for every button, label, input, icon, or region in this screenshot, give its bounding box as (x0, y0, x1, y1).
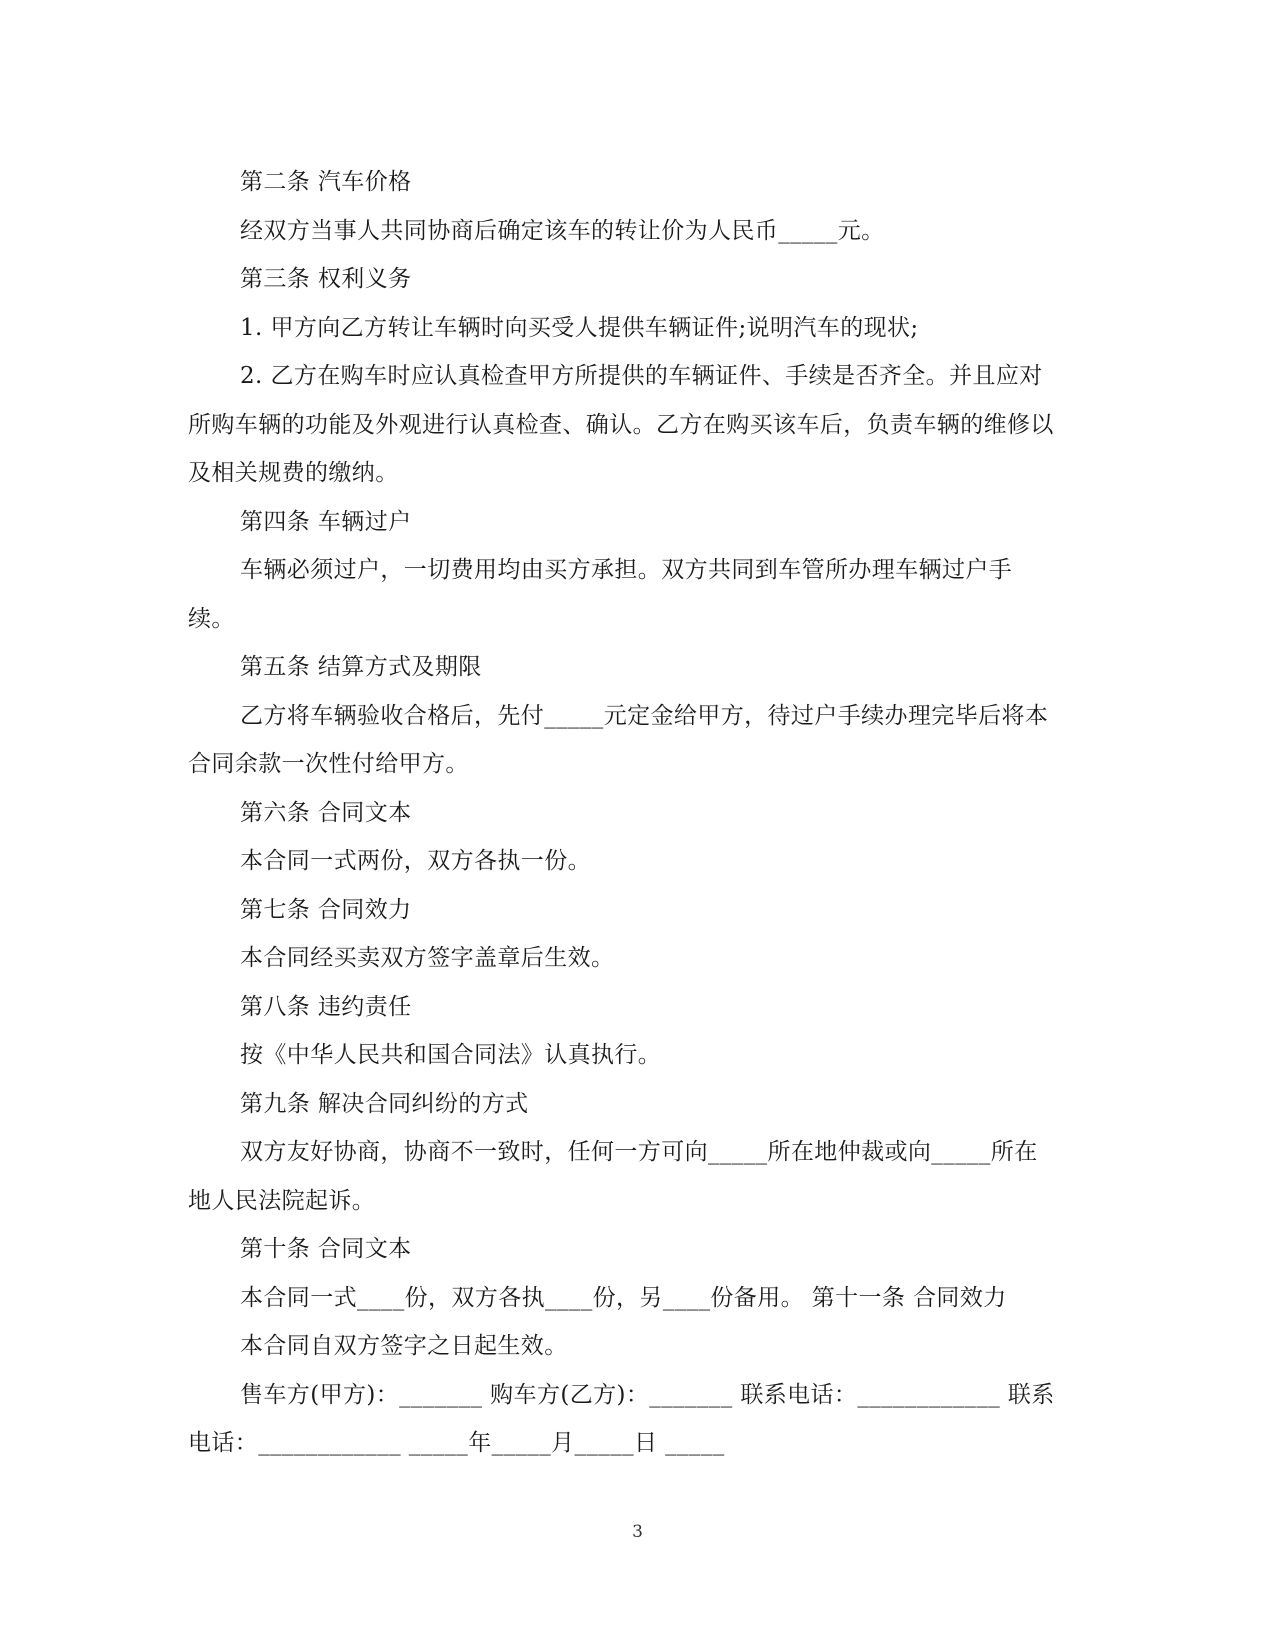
article-6-body: 本合同一式两份，双方各执一份。 (240, 848, 591, 874)
article-11-body: 本合同自双方签字之日起生效。 (240, 1333, 568, 1359)
article-9-heading: 第九条 解决合同纠纷的方式 (240, 1090, 529, 1117)
document-body (188, 158, 1056, 1468)
article-5-body: 乙方将车辆验收合格后，先付_____元定金给甲方，待过户手续办理完毕后将本合同余款一次性付给甲方。 (188, 702, 1049, 777)
article-3-item-1: 1. 甲方向乙方转让车辆时向买受人提供车辆证件;说明汽车的现状; (240, 314, 919, 341)
signature-block: 售车方(甲方)：_______ 购车方(乙方)：_______ 联系电话：____________ 联系电话：____________ _____年_____月_____日 _____ (188, 1381, 1055, 1456)
page-number: 3 (632, 1522, 643, 1542)
article-7-heading: 第七条 合同效力 (240, 896, 412, 923)
article-9-body: 双方友好协商，协商不一致时，任何一方可向_____所在地仲裁或向_____所在地人民法院起诉。 (188, 1139, 1038, 1214)
article-7-body: 本合同经买卖双方签字盖章后生效。 (240, 945, 615, 971)
article-3-heading: 第三条 权利义务 (240, 266, 412, 292)
article-2-body: 经双方当事人共同协商后确定该车的转让价为人民币_____元。 (240, 217, 885, 244)
article-8-heading: 第八条 违约责任 (240, 993, 412, 1020)
article-3-item-2: 2. 乙方在购车时应认真检查甲方所提供的车辆证件、手续是否齐全。并且应对所购车辆的功能及外观进行认真检查、确认。乙方在购买该车后，负责车辆的维修以及相关规费的缴纳。 (188, 363, 1054, 486)
article-8-body: 按《中华人民共和国合同法》认真执行。 (240, 1042, 662, 1068)
article-6-heading: 第六条 合同文本 (240, 799, 412, 826)
article-10-heading: 第十条 合同文本 (240, 1236, 412, 1262)
article-5-heading: 第五条 结算方式及期限 (240, 654, 482, 680)
article-2-heading: 第二条 汽车价格 (240, 169, 412, 195)
article-10-body: 本合同一式____份，双方各执____份，另____份备用。 第十一条 合同效力 (240, 1284, 1007, 1311)
article-4-heading: 第四条 车辆过户 (240, 508, 412, 535)
article-4-body: 车辆必须过户，一切费用均由买方承担。双方共同到车管所办理车辆过户手续。 (188, 557, 1013, 632)
